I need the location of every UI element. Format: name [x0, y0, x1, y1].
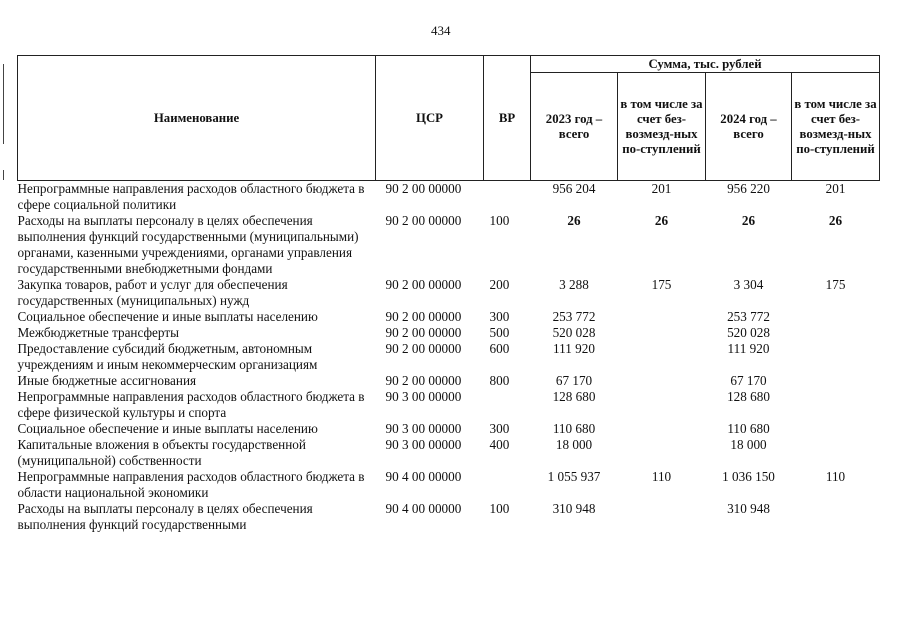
row-2023-free: 26	[654, 213, 669, 228]
row-vr: 100	[489, 213, 510, 228]
row-2023-free: 110	[651, 469, 672, 484]
row-2024-free	[792, 501, 880, 533]
row-2023-free	[618, 309, 706, 325]
budget-table	[17, 55, 880, 533]
row-name: Закупка товаров, работ и услуг для обеспечения государственных (муниципальных) нужд	[17, 277, 288, 308]
row-2024-free	[792, 341, 880, 373]
header-2023-total: 2023 год – всего	[531, 73, 618, 181]
row-name: Капитальные вложения в объекты государственной (муниципальной) собственности	[17, 437, 306, 468]
row-2023-total: 3 288	[559, 277, 589, 292]
row-vr: 800	[489, 373, 510, 388]
row-name: Социальное обеспечение и иные выплаты населению	[17, 421, 318, 436]
row-name: Расходы на выплаты персоналу в целях обеспечения выполнения функций государственными	[17, 501, 313, 532]
row-2023-free	[618, 341, 706, 373]
row-2024-free	[792, 437, 880, 469]
row-2023-free	[618, 437, 706, 469]
row-csr: 90 2 00 00000	[385, 181, 462, 196]
table-row	[18, 437, 880, 469]
row-csr: 90 2 00 00000	[385, 373, 462, 388]
row-2024-total: 26	[741, 213, 756, 228]
row-vr: 100	[489, 501, 510, 516]
row-2024-total: 110 680	[727, 421, 770, 436]
row-2024-free	[792, 325, 880, 341]
row-2024-total: 520 028	[727, 325, 770, 340]
scan-mark	[3, 170, 4, 180]
row-name: Социальное обеспечение и иные выплаты населению	[17, 309, 318, 324]
row-csr: 90 4 00 00000	[385, 469, 462, 484]
row-vr: 200	[489, 277, 510, 292]
row-name: Непрограммные направления расходов областного бюджета в сфере физической культуры и спорта	[17, 389, 365, 420]
row-csr: 90 2 00 00000	[385, 309, 462, 324]
table-row	[18, 469, 880, 501]
row-2023-free	[618, 389, 706, 421]
table-row	[18, 277, 880, 309]
row-2024-free: 110	[825, 469, 846, 484]
row-2023-total: 956 204	[552, 181, 596, 196]
row-name: Непрограммные направления расходов областного бюджета в области национальной экономики	[17, 469, 365, 500]
row-2024-total: 67 170	[730, 373, 767, 388]
row-name: Иные бюджетные ассигнования	[17, 373, 197, 388]
row-2024-total: 111 920	[727, 341, 770, 356]
row-2023-free	[618, 501, 706, 533]
row-2024-free	[792, 389, 880, 421]
header-2024-total: 2024 год – всего	[706, 73, 792, 181]
row-vr: 300	[489, 421, 510, 436]
row-vr: 600	[489, 341, 510, 356]
header-2023-free: в том числе за счет без-возмезд-ных по-ступлений	[618, 73, 706, 181]
row-csr: 90 2 00 00000	[385, 277, 462, 292]
row-2023-total: 26	[567, 213, 581, 228]
table-row	[18, 213, 880, 277]
row-2023-free	[618, 373, 706, 389]
table-row	[18, 341, 880, 373]
row-vr: 500	[489, 325, 510, 340]
header-vr: ВР	[484, 56, 531, 181]
row-2024-total: 956 220	[727, 181, 770, 196]
row-csr: 90 3 00 00000	[385, 437, 462, 452]
row-csr: 90 4 00 00000	[385, 501, 462, 516]
row-2024-total: 253 772	[727, 309, 770, 324]
header-2024-free: в том числе за счет без-возмезд-ных по-ступлений	[792, 73, 880, 181]
row-csr: 90 2 00 00000	[385, 325, 462, 340]
row-2023-free: 201	[651, 181, 672, 196]
row-2023-total: 253 772	[552, 309, 596, 324]
row-vr	[484, 181, 531, 214]
row-2024-free: 26	[828, 213, 843, 228]
row-2023-total: 520 028	[552, 325, 596, 340]
row-2023-free: 175	[651, 277, 672, 292]
row-csr: 90 3 00 00000	[385, 389, 462, 404]
row-2023-total: 128 680	[552, 389, 596, 404]
row-2024-free: 175	[825, 277, 846, 292]
table-row	[18, 309, 880, 325]
row-name: Межбюджетные трансферты	[17, 325, 179, 340]
row-vr: 300	[489, 309, 510, 324]
table-row	[18, 325, 880, 341]
row-2024-free: 201	[825, 181, 846, 196]
row-2023-total: 18 000	[555, 437, 593, 452]
header-sum-title: Сумма, тыс. рублей	[531, 56, 880, 73]
row-2024-total: 1 036 150	[722, 469, 775, 484]
table-row	[18, 181, 880, 214]
table-row	[18, 421, 880, 437]
row-csr: 90 3 00 00000	[385, 421, 462, 436]
row-2023-total: 67 170	[555, 373, 593, 388]
table-row	[18, 501, 880, 533]
row-csr: 90 2 00 00000	[385, 213, 462, 228]
row-2024-total: 3 304	[733, 277, 764, 292]
row-2023-free	[618, 421, 706, 437]
row-2024-total: 310 948	[727, 501, 770, 516]
row-2024-free	[792, 421, 880, 437]
row-2024-total: 18 000	[730, 437, 767, 452]
row-vr: 400	[489, 437, 510, 452]
header-name: Наименование	[18, 56, 376, 181]
row-2023-total: 1 055 937	[547, 469, 601, 484]
row-2024-free	[792, 309, 880, 325]
table-row	[18, 373, 880, 389]
scan-mark	[3, 64, 4, 144]
row-2024-total: 128 680	[727, 389, 770, 404]
row-2023-total: 110 680	[552, 421, 596, 436]
page-number: 434	[431, 23, 451, 38]
row-name: Расходы на выплаты персоналу в целях обеспечения выполнения функций государственными (муниципальными) органами, казенными учреждениями, органами управления государственными внебюджетными фондами	[17, 213, 359, 276]
row-2023-total: 310 948	[552, 501, 596, 516]
row-name: Непрограммные направления расходов областного бюджета в сфере социальной политики	[17, 181, 365, 212]
row-2023-total: 111 920	[553, 341, 595, 356]
row-csr: 90 2 00 00000	[385, 341, 462, 356]
table-row	[18, 389, 880, 421]
header-csr: ЦСР	[376, 56, 484, 181]
row-vr	[484, 469, 531, 501]
row-2023-free	[618, 325, 706, 341]
row-2024-free	[792, 373, 880, 389]
row-name: Предоставление субсидий бюджетным, автономным учреждениям и иным некоммерческим организациям	[17, 341, 318, 372]
row-vr	[484, 389, 531, 421]
